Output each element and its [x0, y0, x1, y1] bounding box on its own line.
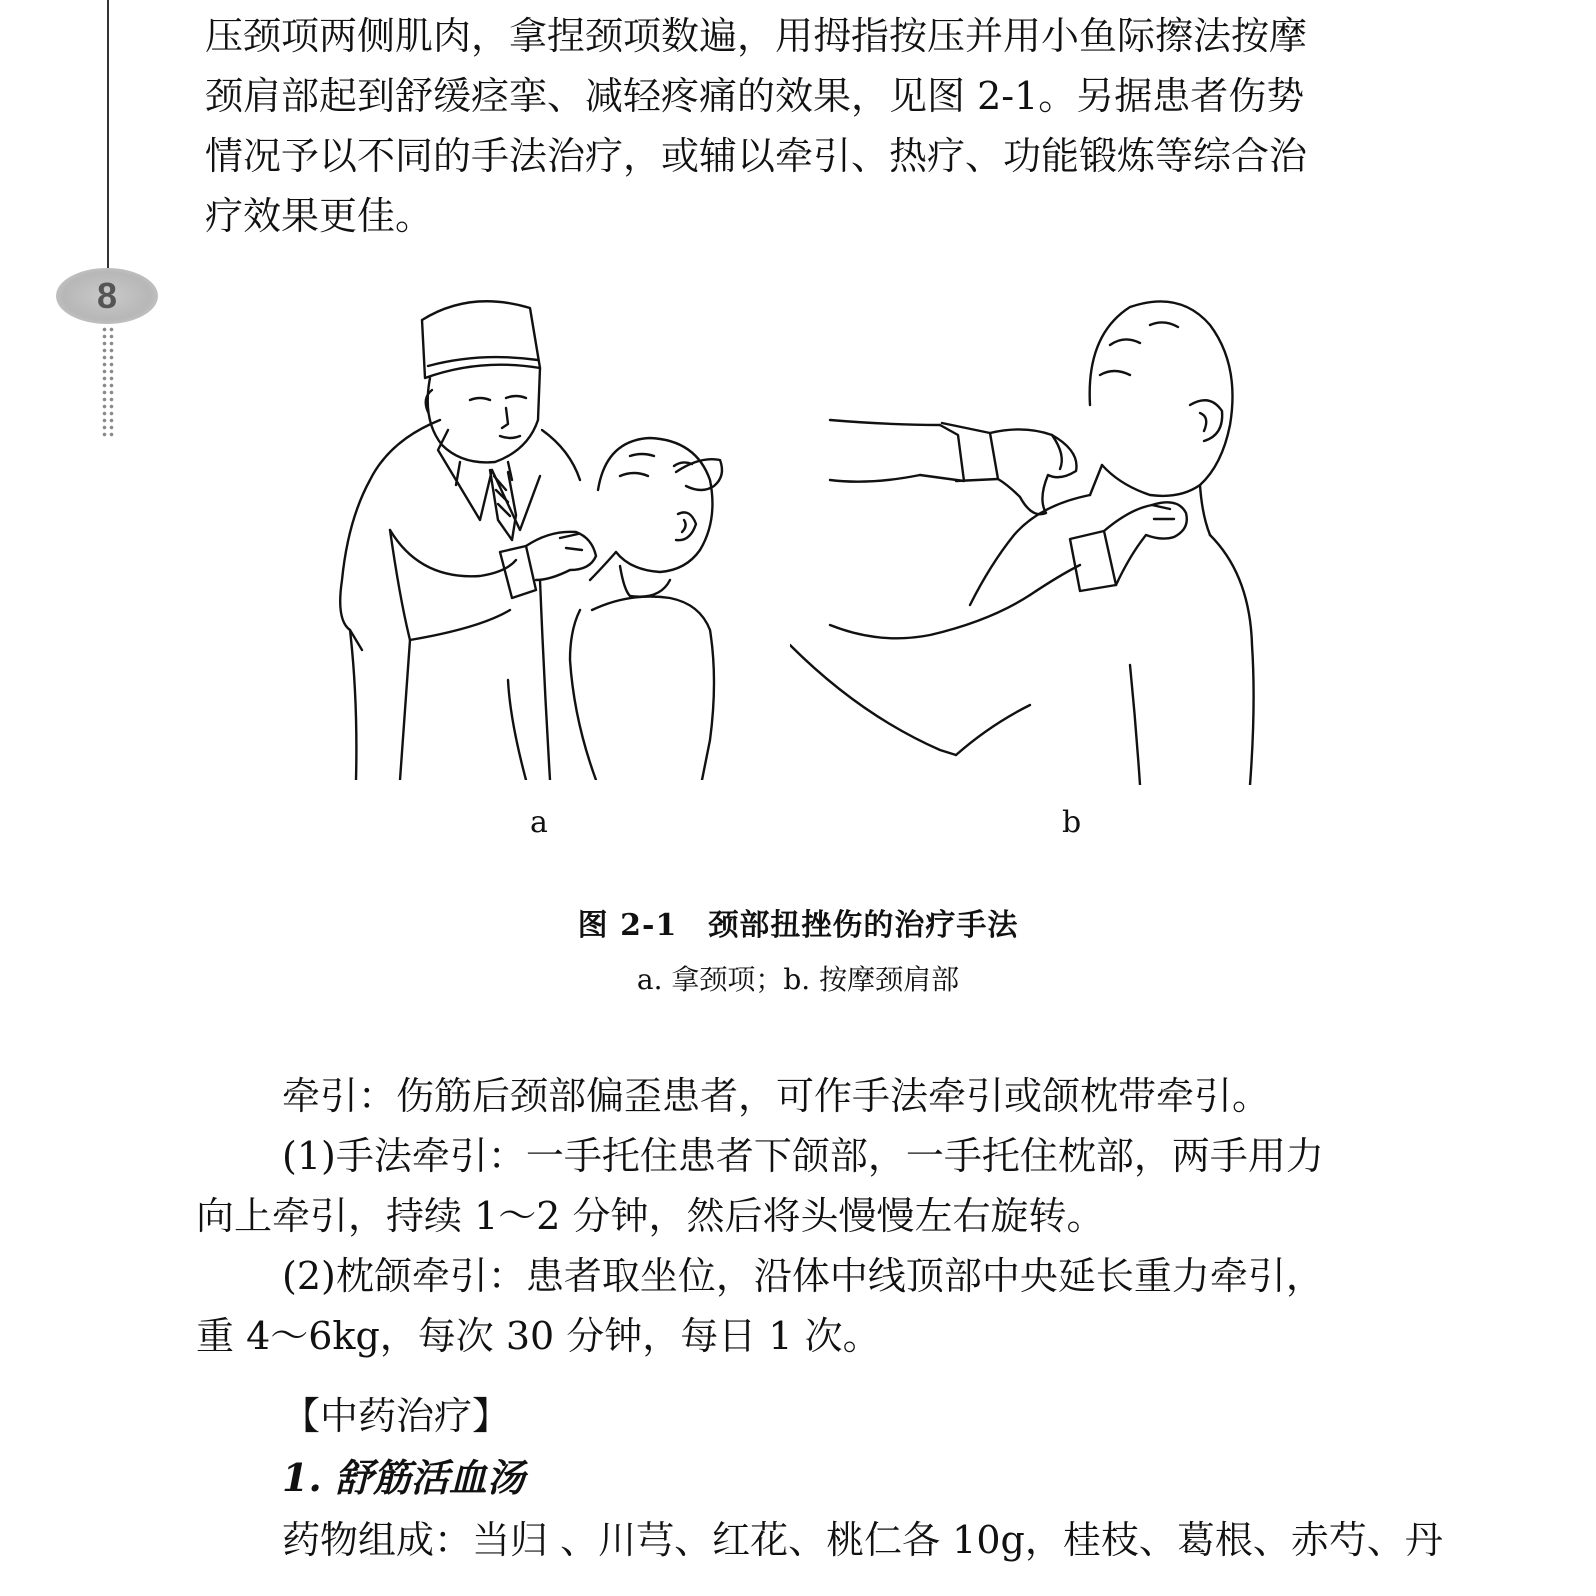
formula-title: 1. 舒筋活血汤: [282, 1455, 525, 1500]
figure-panel-a-illustration: [330, 280, 750, 780]
page-number: 8: [96, 275, 118, 316]
traction-method-1-line: 向上牵引，持续 1～2 分钟，然后将头慢慢左右旋转。: [196, 1194, 1105, 1238]
figure-caption: 图 2-1 颈部扭挫伤的治疗手法: [577, 908, 1019, 943]
traction-method-1-line: (1)手法牵引：一手托住患者下颌部，一手托住枕部，两手用力: [282, 1134, 1324, 1178]
figure-label-a: a: [530, 805, 548, 840]
figure-subcaption: a. 拿颈项；b. 按摩颈肩部: [636, 963, 960, 996]
formula-composition: 药物组成：当归 、川芎、红花、桃仁各 10g，桂枝、葛根、赤芍、丹: [282, 1518, 1443, 1562]
traction-method-2-line: (2)枕颌牵引：患者取坐位，沿体中线顶部中央延长重力牵引，: [282, 1254, 1324, 1298]
rail-dot-pattern: [101, 326, 115, 438]
paragraph-line: 颈肩部起到舒缓痉挛、减轻疼痛的效果，见图 2-1。另据患者伤势: [205, 74, 1305, 118]
page-rail-line: [107, 0, 109, 268]
traction-section: [196, 1066, 1416, 1366]
paragraph-line: 压颈项两侧肌肉，拿捏颈项数遍，用拇指按压并用小鱼际擦法按摩: [205, 14, 1308, 58]
traction-intro: 牵引：伤筋后颈部偏歪患者，可作手法牵引或颌枕带牵引。: [282, 1074, 1271, 1118]
paragraph-line: 疗效果更佳。: [205, 194, 434, 238]
top-paragraph: [205, 6, 1420, 246]
figure-panel-b-illustration: [790, 285, 1260, 785]
page-number-badge: [56, 268, 158, 324]
paragraph-line: 情况予以不同的手法治疗，或辅以牵引、热疗、功能锻炼等综合治: [205, 134, 1308, 178]
tcm-section-header: 【中药治疗】: [282, 1394, 511, 1438]
traction-method-2-line: 重 4～6kg，每次 30 分钟，每日 1 次。: [196, 1314, 881, 1358]
figure-label-b: b: [1062, 805, 1082, 840]
